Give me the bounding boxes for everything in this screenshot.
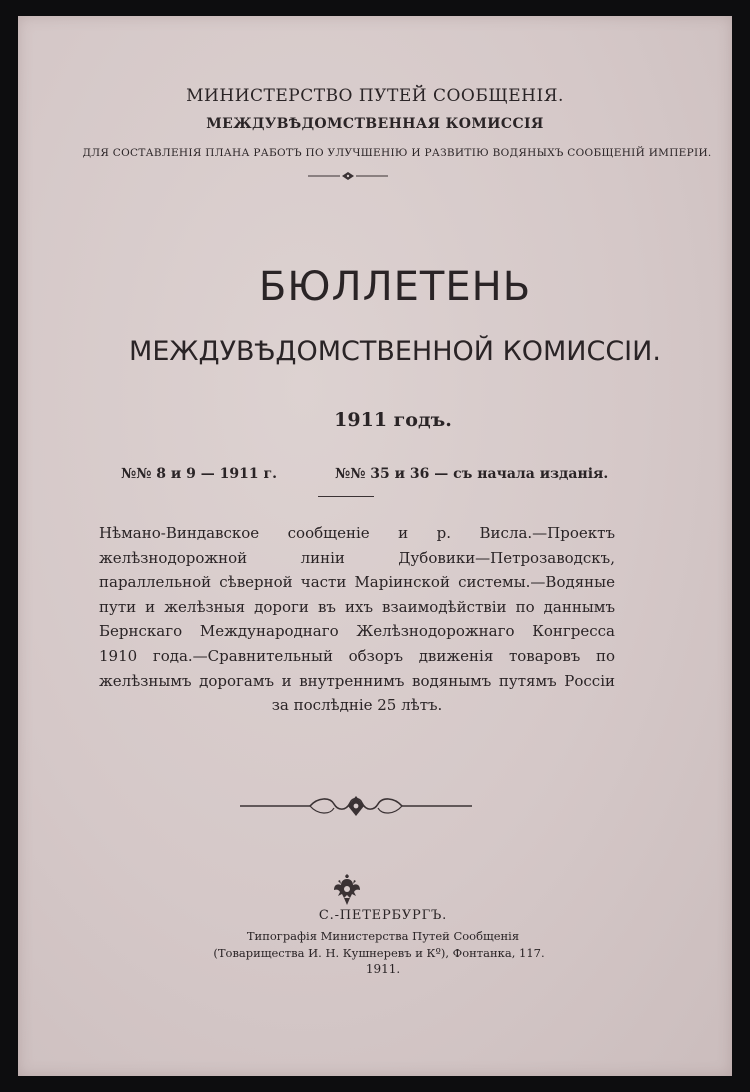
printer-name: Типографія Министерства Путей Сообщенія bbox=[246, 929, 520, 943]
printer-address: (Товарищества И. Н. Кушнеревъ и Кº), Фонтанка, 117. bbox=[213, 946, 545, 960]
small-ornament-divider bbox=[306, 169, 390, 183]
issue-cumulative-numbers: №№ 35 и 36 — съ начала изданія. bbox=[335, 466, 609, 482]
ornament-flourish bbox=[238, 791, 474, 821]
publication-year: 1911. bbox=[365, 962, 401, 976]
issue-numbers: №№ 8 и 9 — 1911 г. bbox=[121, 466, 277, 482]
commission-purpose: ДЛЯ СОСТАВЛЕНІЯ ПЛАНА РАБОТЪ ПО УЛУЧШЕНІЮ И РАЗВИТІЮ ВОДЯНЫХЪ СООБЩЕНІЙ ИМПЕРІИ. bbox=[82, 147, 712, 159]
publication-city: С.-ПЕТЕРБУРГЪ. bbox=[318, 908, 448, 923]
table-of-contents: Нѣмано-Виндавское сообщеніе и р. Висла.—Проектъ желѣзнодорожной линіи Дубовики—Петрозаводскъ, параллельной сѣверной части Маріинской системы.—Водяные пути и желѣзныя дороги въ ихъ взаимодѣйствіи по даннымъ Бернскаго Международнаго Желѣзнодорожнаго Конгресса 1910 года.—Сравнительный обзоръ движенія товаровъ по желѣзнымъ дорогамъ и внутреннимъ водянымъ путямъ Россіи за послѣдніе 25 лѣтъ. bbox=[99, 524, 615, 715]
bulletin-year: 1911 годъ. bbox=[334, 409, 452, 431]
ministry-heading: МИНИСТЕРСТВО ПУТЕЙ СООБЩЕНІЯ. bbox=[186, 86, 564, 106]
divider-rule bbox=[318, 496, 374, 497]
document-cover bbox=[18, 16, 732, 1076]
bulletin-subtitle: МЕЖДУВѢДОМСТВЕННОЙ КОМИССІИ. bbox=[129, 336, 661, 367]
double-headed-eagle-icon bbox=[332, 874, 362, 906]
bulletin-title: БЮЛЛЕТЕНЬ bbox=[258, 264, 532, 310]
commission-heading: МЕЖДУВѢДОМСТВЕННАЯ КОМИССІЯ bbox=[206, 116, 544, 132]
